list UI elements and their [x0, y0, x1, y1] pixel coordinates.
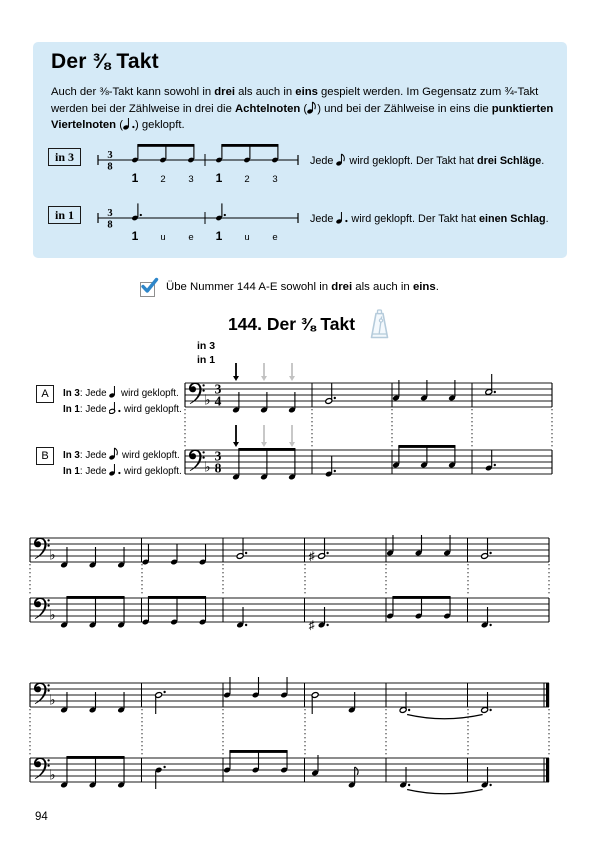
svg-text:♯: ♯ — [308, 549, 315, 563]
rhythm-caption-in-3 — [310, 153, 560, 167]
beat-label-in-3: in 3 — [197, 340, 216, 352]
exercise-heading — [0, 309, 600, 340]
eighth-note-icon — [307, 101, 317, 114]
svg-text:4: 4 — [214, 393, 222, 409]
svg-text:1: 1 — [131, 229, 139, 243]
svg-text:1: 1 — [215, 229, 223, 243]
text-segment: einen Schlag — [479, 213, 546, 225]
blue-check-icon — [140, 282, 155, 297]
section-a — [36, 385, 182, 416]
section-b-in1-text — [63, 463, 182, 479]
section-b — [36, 447, 182, 478]
text-segment: wird geklopft. Der Takt hat — [346, 155, 478, 167]
eighth-note-icon — [109, 447, 119, 460]
section-a-label: A — [36, 385, 54, 403]
text-segment: ( — [300, 102, 308, 115]
section-b-label: B — [36, 447, 54, 465]
intro-paragraph — [51, 85, 555, 134]
dotted-half-note-icon — [109, 401, 121, 414]
svg-text:8: 8 — [107, 161, 113, 173]
page-title: Der ⅜ Takt — [51, 50, 159, 73]
text-segment: wird geklopft. — [121, 403, 182, 415]
text-segment: als auch in — [352, 281, 413, 293]
text-segment: als auch in — [234, 86, 296, 98]
text-segment: Übe Nummer 144 A-E sowohl in — [166, 281, 332, 293]
svg-text:1: 1 — [131, 171, 139, 185]
text-segment: . — [541, 155, 545, 167]
quarter-note-icon — [109, 385, 118, 398]
text-segment: In 1 — [63, 403, 80, 415]
text-segment: ) geklopft. — [135, 119, 185, 132]
svg-text:♭: ♭ — [204, 460, 211, 476]
rhythm-caption-in-1 — [310, 211, 560, 225]
svg-text:♭: ♭ — [49, 608, 56, 624]
text-segment: . — [435, 281, 439, 293]
section-a-in3-text — [63, 385, 182, 401]
exercise-title: 144. Der ⅜ Takt — [227, 314, 356, 334]
svg-text:2: 2 — [160, 174, 166, 185]
text-segment: punktierten Viertelnoten — [51, 102, 554, 132]
svg-text:3: 3 — [272, 174, 278, 185]
svg-text:e: e — [272, 232, 278, 243]
svg-text:3: 3 — [188, 174, 194, 185]
text-segment: Jede — [310, 155, 337, 167]
svg-text:8: 8 — [107, 219, 113, 231]
svg-text:♭: ♭ — [204, 393, 211, 409]
svg-text:3: 3 — [214, 448, 222, 464]
text-segment: ( — [116, 119, 123, 132]
text-segment: In 3 — [63, 388, 80, 399]
text-segment: wird geklopft. — [118, 388, 179, 399]
svg-text:♭: ♭ — [49, 768, 56, 784]
text-segment: Auch der ⅜-Takt kann sowohl in — [51, 86, 215, 98]
eighth-note-icon — [336, 153, 346, 166]
text-segment: : Jede — [79, 388, 110, 399]
text-segment: wird geklopft. — [119, 450, 180, 461]
rhythm-line-in-1 — [90, 200, 322, 252]
text-segment: wird geklopft. Der Takt hat — [348, 213, 480, 225]
rhythm-row-in-1 — [48, 200, 560, 252]
rhythm-row-in-3 — [48, 142, 560, 194]
svg-text:u: u — [160, 232, 166, 243]
rhythm-line-in-3 — [90, 142, 322, 194]
text-segment: drei — [214, 86, 235, 98]
svg-text:2: 2 — [244, 174, 250, 185]
svg-text:3: 3 — [107, 208, 113, 219]
metronome-icon — [367, 309, 392, 340]
text-segment: : Jede — [79, 450, 110, 461]
svg-text:1: 1 — [215, 171, 223, 185]
beat-label-in-1: in 1 — [197, 354, 216, 366]
svg-text:3: 3 — [107, 150, 113, 161]
text-segment: gespielt werden. Im Gegensatz zum ¾-Takt werden bei der Zählweise in drei die — [51, 86, 539, 115]
text-segment: eins — [412, 281, 436, 293]
text-segment: . — [545, 213, 549, 225]
page-number: 94 — [35, 811, 48, 823]
section-b-in3-text — [63, 447, 182, 463]
svg-text:e: e — [188, 232, 194, 243]
text-segment: Jede — [310, 213, 337, 225]
task-text — [166, 281, 439, 293]
text-segment: : Jede — [79, 465, 110, 477]
staff-system-B3 — [26, 716, 559, 828]
dotted-quarter-note-icon — [109, 463, 121, 476]
text-segment: Achtelnoten — [235, 102, 301, 115]
text-segment: In 3 — [63, 450, 80, 461]
dotted-quarter-note-icon — [123, 117, 135, 130]
svg-text:3: 3 — [214, 381, 222, 397]
text-segment: In 1 — [63, 465, 80, 477]
dotted-quarter-note-icon — [336, 211, 348, 224]
text-segment: ) und bei der Zählweise in eins die — [317, 102, 492, 115]
text-segment: : Jede — [79, 403, 110, 415]
section-a-in1-text — [63, 401, 182, 417]
svg-text:u: u — [244, 232, 250, 243]
text-segment: drei — [331, 281, 353, 293]
svg-text:♭: ♭ — [49, 693, 56, 709]
svg-text:8: 8 — [214, 460, 222, 476]
task-line — [140, 281, 439, 297]
in-1-tag: in 1 — [48, 206, 81, 224]
text-segment: drei Schläge — [477, 155, 542, 167]
text-segment: wird geklopft. — [121, 465, 182, 477]
svg-text:♯: ♯ — [308, 618, 315, 632]
intro-box — [33, 42, 567, 258]
svg-text:♭: ♭ — [49, 548, 56, 564]
in-3-tag: in 3 — [48, 148, 81, 166]
text-segment: eins — [295, 86, 318, 98]
